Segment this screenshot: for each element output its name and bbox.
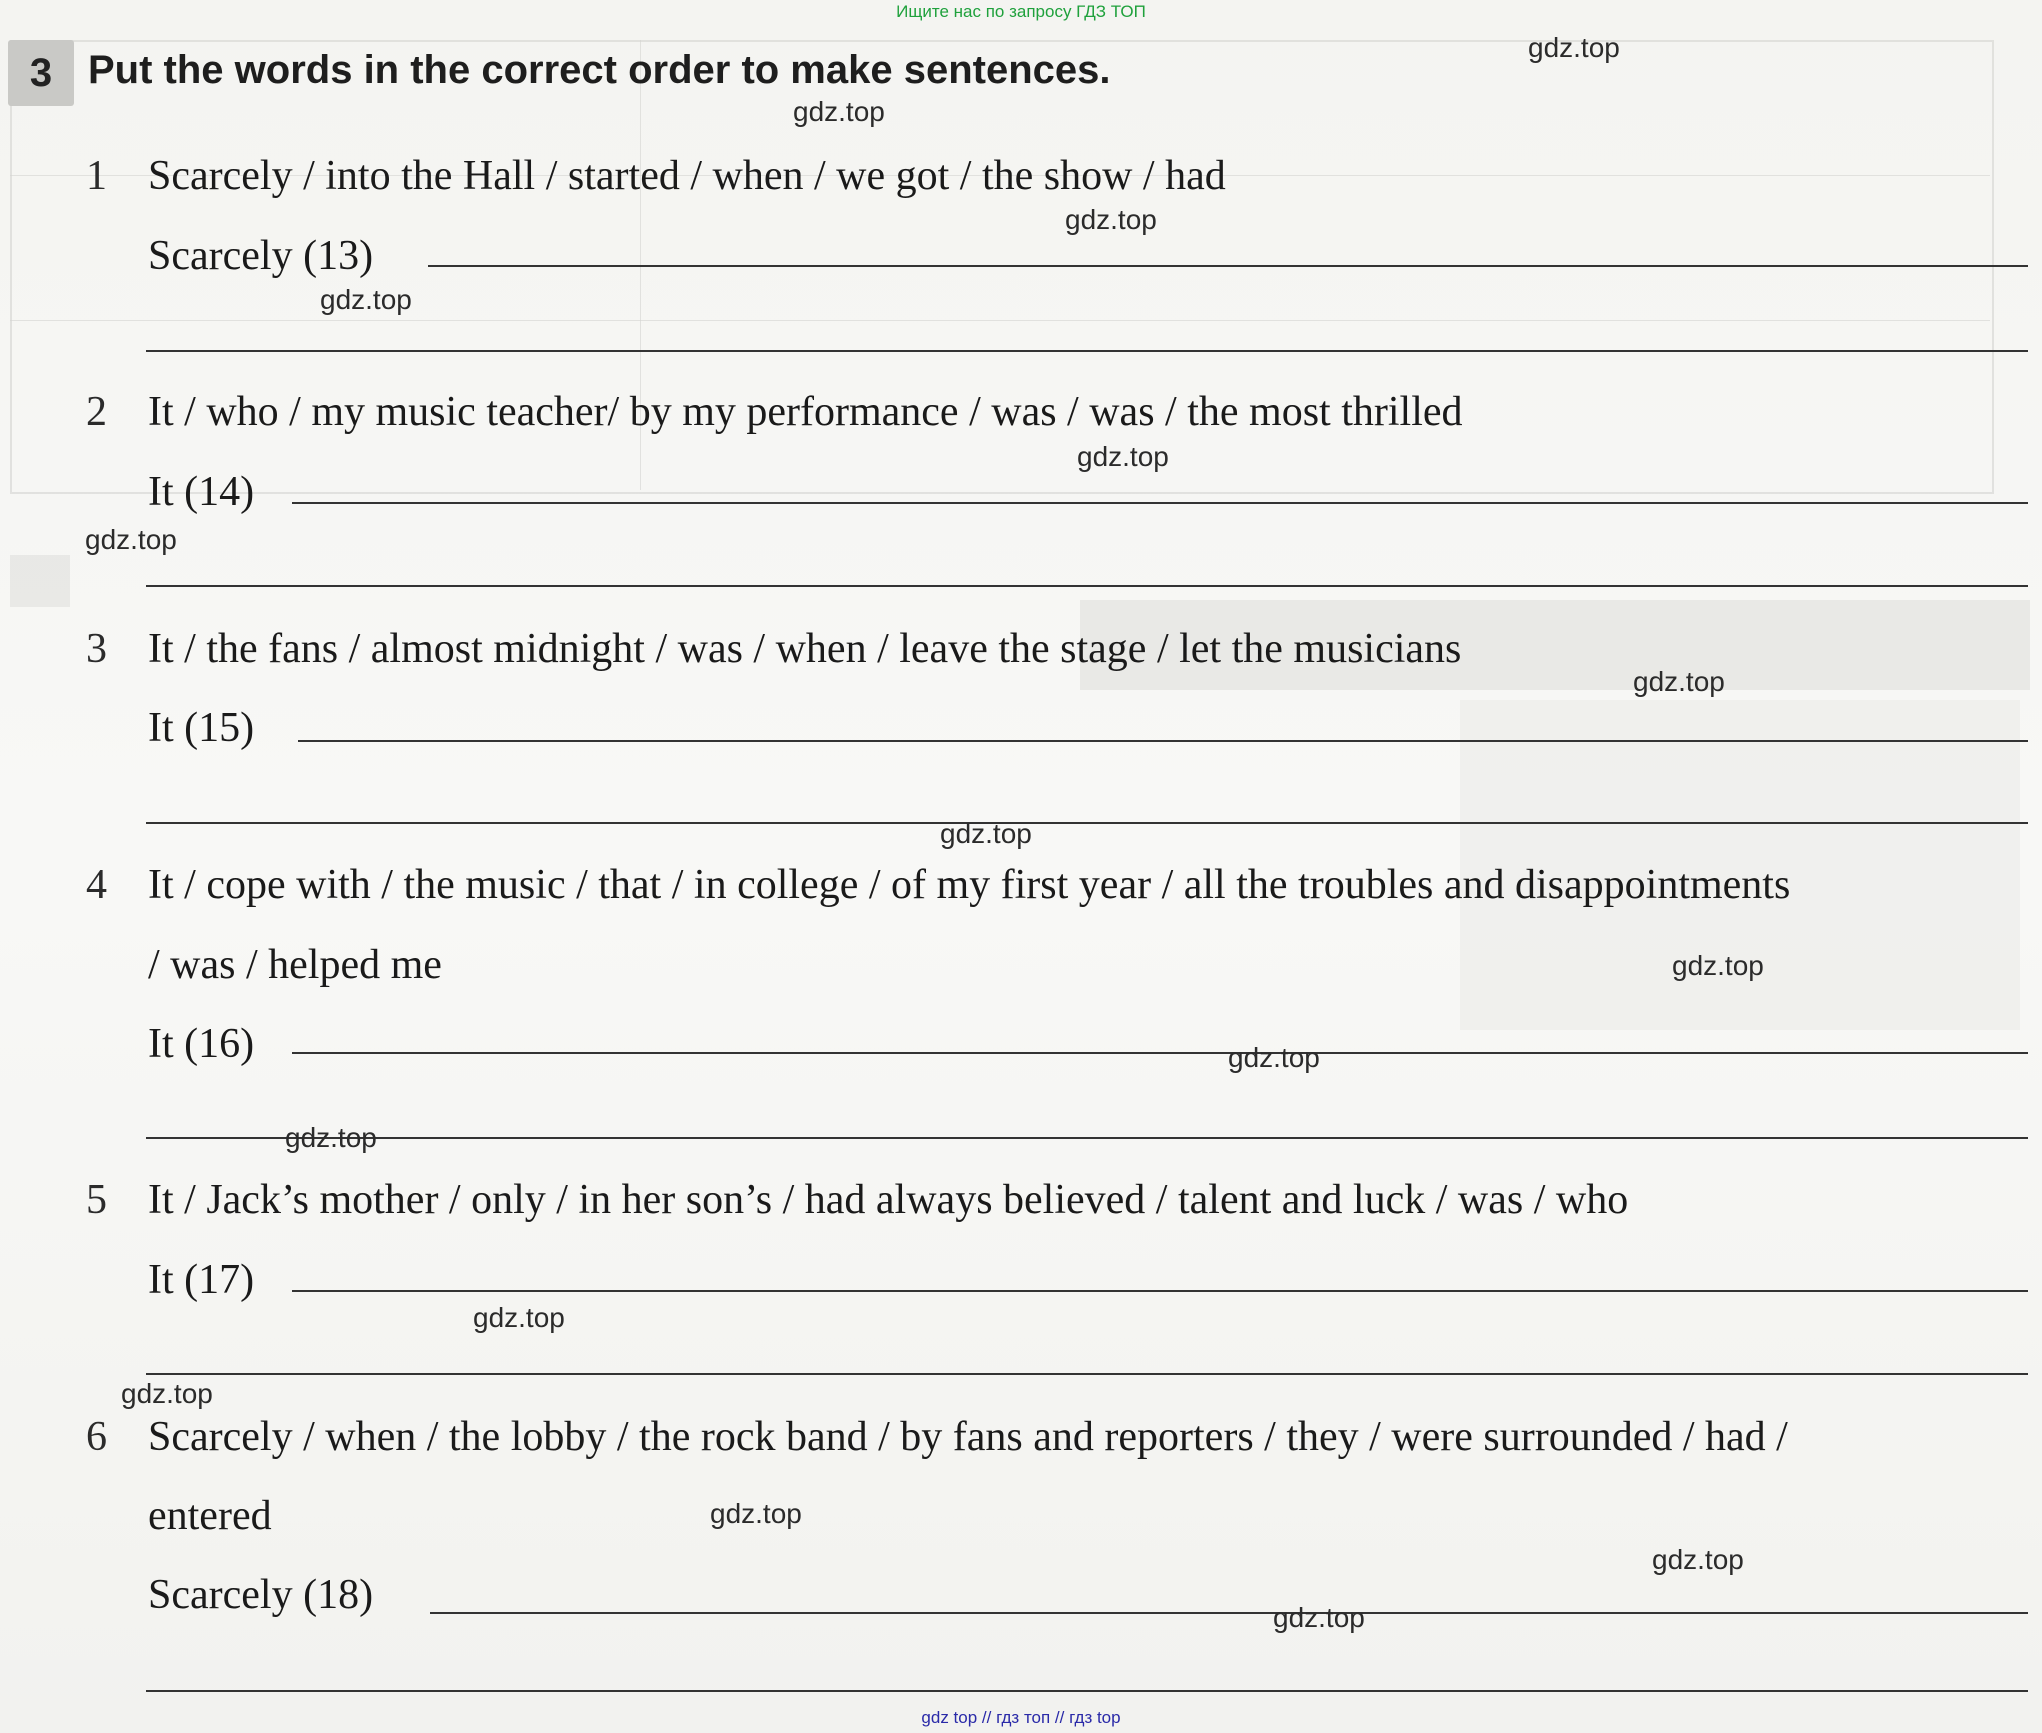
watermark: gdz.top — [285, 1122, 377, 1153]
answer-line[interactable] — [298, 740, 2028, 742]
answer-label: It (15) — [148, 705, 255, 751]
answer-label: It (16) — [148, 1021, 255, 1067]
watermark: gdz.top — [1065, 204, 1157, 235]
ghost-badge — [10, 555, 70, 607]
watermark: gdz.top — [1528, 32, 1620, 63]
watermark: gdz.top — [85, 524, 177, 555]
watermark: gdz.top — [1228, 1042, 1320, 1073]
item-prompt: It / cope with / the music / that / in college / of my first year / all the troubles and disappointments — [148, 862, 1791, 908]
item-prompt-continuation: / was / helped me — [148, 942, 442, 988]
item-number: 4 — [86, 862, 107, 908]
watermark: gdz.top — [1672, 950, 1764, 981]
watermark: gdz.top — [1652, 1544, 1744, 1575]
item-prompt: Scarcely / when / the lobby / the rock band / by fans and reporters / they / were surrounded / had / — [148, 1414, 1788, 1460]
answer-line[interactable] — [292, 1052, 2028, 1054]
watermark: gdz.top — [1273, 1602, 1365, 1633]
answer-line[interactable] — [146, 1373, 2028, 1375]
answer-line[interactable] — [292, 502, 2028, 504]
watermark: gdz.top — [1077, 441, 1169, 472]
watermark: gdz.top — [121, 1378, 213, 1409]
item-prompt: It / Jack’s mother / only / in her son’s / had always believed / talent and luck / was / who — [148, 1177, 1629, 1223]
answer-line[interactable] — [428, 265, 2028, 267]
item-number: 3 — [86, 626, 107, 672]
item-prompt: It / the fans / almost midnight / was / when / leave the stage / let the musicians — [148, 626, 1462, 672]
item-number: 2 — [86, 389, 107, 435]
watermark: gdz.top — [473, 1302, 565, 1333]
answer-line[interactable] — [146, 822, 2028, 824]
item-number: 5 — [86, 1177, 107, 1223]
answer-line[interactable] — [146, 585, 2028, 587]
bottom-banner[interactable]: gdz top // гдз топ // гдз top — [921, 1708, 1121, 1727]
item-prompt: Scarcely / into the Hall / started / when / we got / the show / had — [148, 153, 1226, 199]
answer-line[interactable] — [430, 1612, 2028, 1614]
answer-label: Scarcely (18) — [148, 1572, 374, 1618]
ghost-table-rule — [10, 320, 1990, 323]
answer-line[interactable] — [146, 1690, 2028, 1692]
item-number: 6 — [86, 1414, 107, 1460]
answer-line[interactable] — [146, 350, 2028, 352]
answer-line[interactable] — [146, 1137, 2028, 1139]
item-prompt-continuation: entered — [148, 1493, 272, 1539]
task-number-badge: 3 — [8, 40, 74, 106]
watermark: gdz.top — [793, 96, 885, 127]
answer-label: It (17) — [148, 1257, 255, 1303]
watermark: gdz.top — [320, 284, 412, 315]
item-number: 1 — [86, 153, 107, 199]
watermark: gdz.top — [710, 1498, 802, 1529]
watermark: gdz.top — [940, 818, 1032, 849]
item-prompt: It / who / my music teacher/ by my performance / was / was / the most thrilled — [148, 389, 1463, 435]
answer-line[interactable] — [292, 1290, 2028, 1292]
answer-label: It (14) — [148, 469, 255, 515]
watermark: gdz.top — [1633, 666, 1725, 697]
task-title: Put the words in the correct order to make sentences. — [88, 48, 1111, 92]
top-banner[interactable]: Ищите нас по запросу ГДЗ ТОП — [896, 2, 1146, 21]
answer-label: Scarcely (13) — [148, 233, 374, 279]
